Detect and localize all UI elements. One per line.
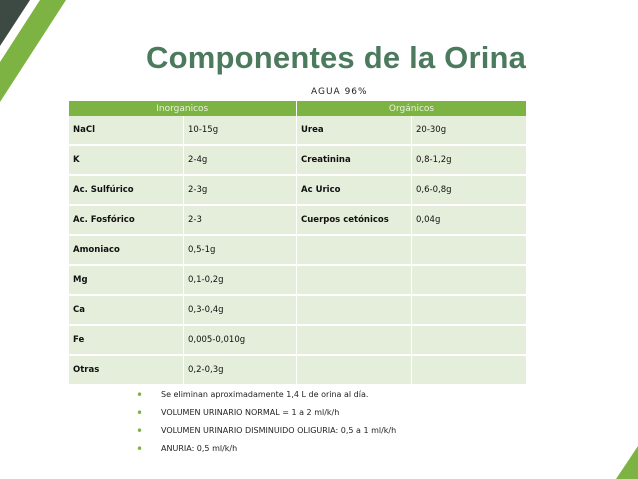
organic-name: [297, 295, 412, 325]
water-percentage-label: AGUA 96%: [311, 87, 368, 97]
inorganic-amount: 0,3-0,4g: [184, 295, 297, 325]
table-row: [69, 145, 527, 175]
organic-amount: [412, 235, 527, 265]
inorganic-amount: 0,1-0,2g: [184, 265, 297, 295]
table-row: [69, 295, 527, 325]
inorganic-name: Fe: [69, 325, 184, 355]
inorganic-amount: 2-4g: [184, 145, 297, 175]
organic-name: [297, 265, 412, 295]
urine-components-table: [68, 101, 527, 385]
slide-title: Componentes de la Orina: [146, 40, 527, 75]
table-row: [69, 265, 527, 295]
list-item: [136, 440, 396, 458]
list-item: [136, 404, 396, 422]
organic-name: [297, 235, 412, 265]
organic-name: Creatinina: [297, 145, 412, 175]
list-item: [136, 386, 396, 404]
organic-name: Ac Urico: [297, 175, 412, 205]
organic-amount: 0,6-0,8g: [412, 175, 527, 205]
inorganic-name: Mg: [69, 265, 184, 295]
bullet-icon: •: [136, 442, 144, 456]
inorganic-amount: 10-15g: [184, 116, 297, 145]
organic-amount: 0,04g: [412, 205, 527, 235]
inorganic-name: Ac. Fosfórico: [69, 205, 184, 235]
organic-amount: [412, 325, 527, 355]
inorganic-name: NaCl: [69, 116, 184, 145]
inorganic-name: Ca: [69, 295, 184, 325]
inorganic-amount: 0,5-1g: [184, 235, 297, 265]
organic-amount: [412, 265, 527, 295]
header-organic: Orgánicos: [297, 101, 527, 116]
table-row: [69, 355, 527, 385]
organic-amount: 20-30g: [412, 116, 527, 145]
bullet-icon: •: [136, 406, 144, 420]
inorganic-name: Otras: [69, 355, 184, 385]
organic-name: [297, 355, 412, 385]
stripe-green-bottom: [616, 446, 638, 479]
inorganic-amount: 0,005-0,010g: [184, 325, 297, 355]
organic-amount: [412, 355, 527, 385]
inorganic-amount: 2-3g: [184, 175, 297, 205]
list-item: [136, 422, 396, 440]
table-header-row: [69, 101, 527, 116]
table-row: [69, 116, 527, 145]
inorganic-name: Ac. Sulfúrico: [69, 175, 184, 205]
table-row: [69, 235, 527, 265]
note-text: ANURIA: 0,5 ml/k/h: [161, 444, 238, 453]
table-row: [69, 325, 527, 355]
header-inorganic: Inorganicos: [69, 101, 297, 116]
inorganic-amount: 0,2-0,3g: [184, 355, 297, 385]
organic-amount: 0,8-1,2g: [412, 145, 527, 175]
note-text: VOLUMEN URINARIO DISMINUIDO OLIGURIA: 0,5 a 1 ml/k/h: [161, 426, 397, 435]
organic-amount: [412, 295, 527, 325]
inorganic-amount: 2-3: [184, 205, 297, 235]
organic-name: Urea: [297, 116, 412, 145]
inorganic-name: K: [69, 145, 184, 175]
organic-name: Cuerpos cetónicos: [297, 205, 412, 235]
note-text: VOLUMEN URINARIO NORMAL = 1 a 2 ml/k/h: [161, 408, 340, 417]
table-row: [69, 175, 527, 205]
bullet-icon: •: [136, 424, 144, 438]
inorganic-name: Amoniaco: [69, 235, 184, 265]
organic-name: [297, 325, 412, 355]
table-row: [69, 205, 527, 235]
note-text: Se eliminan aproximadamente 1,4 L de orina al día.: [161, 390, 369, 399]
notes-list: [136, 386, 396, 458]
bullet-icon: •: [136, 388, 144, 402]
